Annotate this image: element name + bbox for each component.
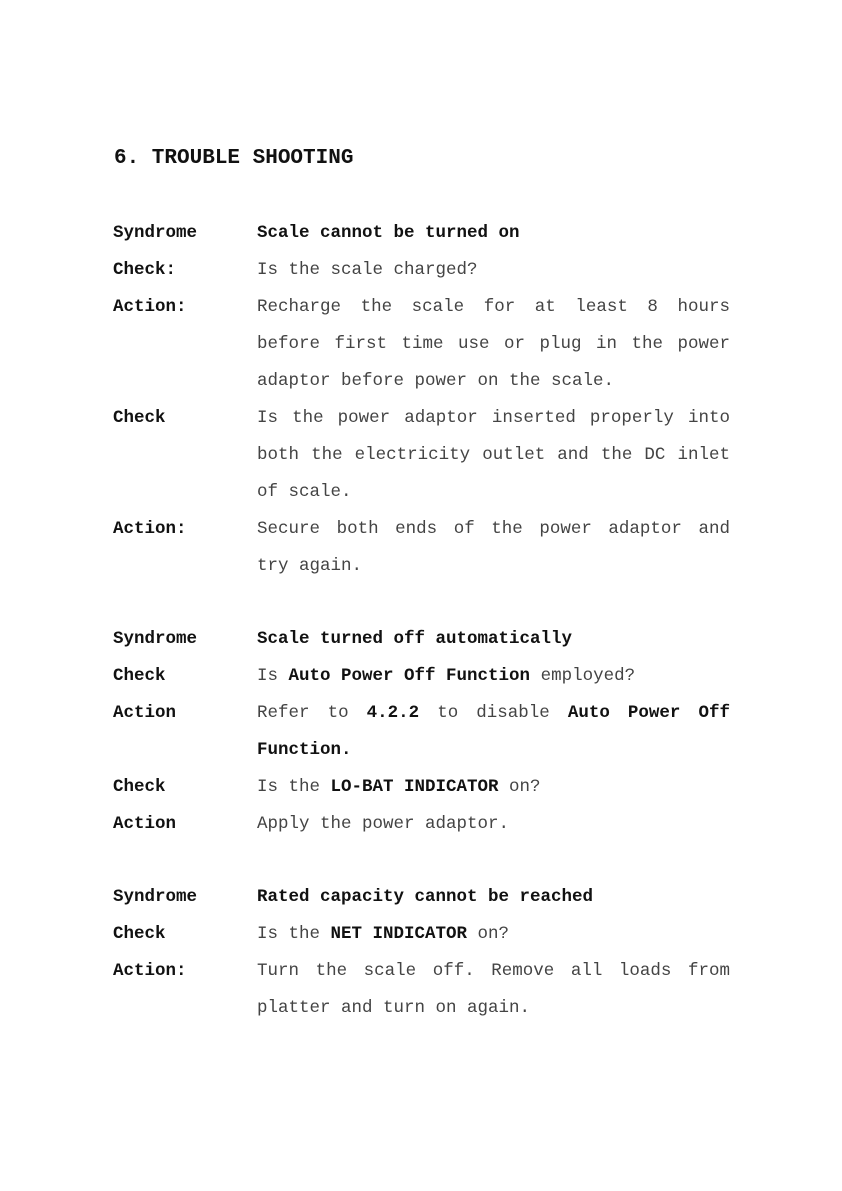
text-line [257, 879, 730, 916]
row-label: Check [113, 408, 166, 428]
row-label: Syndrome [113, 629, 198, 649]
row-content [257, 879, 730, 916]
row-content [257, 252, 730, 289]
row-label: Check [113, 666, 166, 686]
text: Is the [257, 924, 331, 944]
trouble-row [0, 621, 842, 658]
text-line [257, 806, 730, 843]
row-label: Action: [113, 519, 187, 539]
row-content [257, 695, 730, 769]
bold-text: Rated capacity cannot be reached [257, 887, 594, 907]
row-label: Check [113, 924, 166, 944]
trouble-row [0, 769, 842, 806]
row-label: Action: [113, 297, 187, 317]
text-line [257, 437, 730, 474]
page-title: 6. TROUBLE SHOOTING [114, 147, 354, 170]
bold-text: Function. [257, 740, 352, 760]
trouble-row [0, 215, 842, 252]
text: try again. [257, 556, 363, 576]
text: Turn the scale off. Remove all loads from [257, 961, 730, 981]
row-label: Syndrome [113, 223, 198, 243]
bold-text: Scale cannot be turned on [257, 223, 520, 243]
text-line [257, 252, 730, 289]
trouble-row [0, 252, 842, 289]
text: Secure both ends of the power adaptor and [257, 519, 730, 539]
text-line [257, 548, 730, 585]
text: Refer to [257, 703, 367, 723]
text-line [257, 621, 730, 658]
text: adaptor before power on the scale. [257, 371, 615, 391]
row-content [257, 658, 730, 695]
row-content [257, 916, 730, 953]
trouble-row [0, 400, 842, 511]
row-label: Action [113, 814, 177, 834]
text: to disable [419, 703, 568, 723]
row-content [257, 806, 730, 843]
text: on? [498, 777, 541, 797]
text: Is the [257, 777, 331, 797]
text: Is [257, 666, 289, 686]
text-line [257, 215, 730, 252]
text-line [257, 732, 730, 769]
text-line [257, 769, 730, 806]
row-label: Check [113, 777, 166, 797]
text-line [257, 326, 730, 363]
bold-text: Scale turned off automatically [257, 629, 573, 649]
trouble-row [0, 806, 842, 843]
text: platter and turn on again. [257, 998, 531, 1018]
row-content [257, 769, 730, 806]
text: Is the scale charged? [257, 260, 478, 280]
bold-text: LO-BAT INDICATOR [330, 777, 499, 797]
text: Recharge the scale for at least 8 hours [257, 297, 730, 317]
text-line [257, 990, 730, 1027]
text: of scale. [257, 482, 352, 502]
bold-text: 4.2.2 [366, 703, 420, 723]
trouble-row [0, 658, 842, 695]
trouble-row [0, 916, 842, 953]
trouble-row [0, 511, 842, 585]
text: Apply the power adaptor. [257, 814, 510, 834]
row-content [257, 511, 730, 585]
text-line [257, 363, 730, 400]
bold-text: Auto Power Off [567, 703, 730, 723]
row-content [257, 953, 730, 1027]
text-line [257, 658, 730, 695]
trouble-row [0, 695, 842, 769]
text: Is the power adaptor inserted properly into [257, 408, 730, 428]
row-content [257, 621, 730, 658]
row-content [257, 215, 730, 252]
text-line [257, 474, 730, 511]
text: both the electricity outlet and the DC inlet [257, 445, 730, 465]
row-label: Check: [113, 260, 177, 280]
trouble-row [0, 879, 842, 916]
text-line [257, 400, 730, 437]
row-label: Syndrome [113, 887, 198, 907]
text-line [257, 916, 730, 953]
text: on? [467, 924, 510, 944]
trouble-row [0, 953, 842, 1027]
bold-text: Auto Power Off Function [288, 666, 531, 686]
text-line [257, 953, 730, 990]
bold-text: NET INDICATOR [330, 924, 468, 944]
text-line [257, 511, 730, 548]
row-content [257, 289, 730, 400]
row-label: Action [113, 703, 177, 723]
trouble-row [0, 289, 842, 400]
text-line [257, 289, 730, 326]
text: before first time use or plug in the power [257, 334, 730, 354]
row-label: Action: [113, 961, 187, 981]
row-content [257, 400, 730, 511]
text: employed? [530, 666, 636, 686]
text-line [257, 695, 730, 732]
